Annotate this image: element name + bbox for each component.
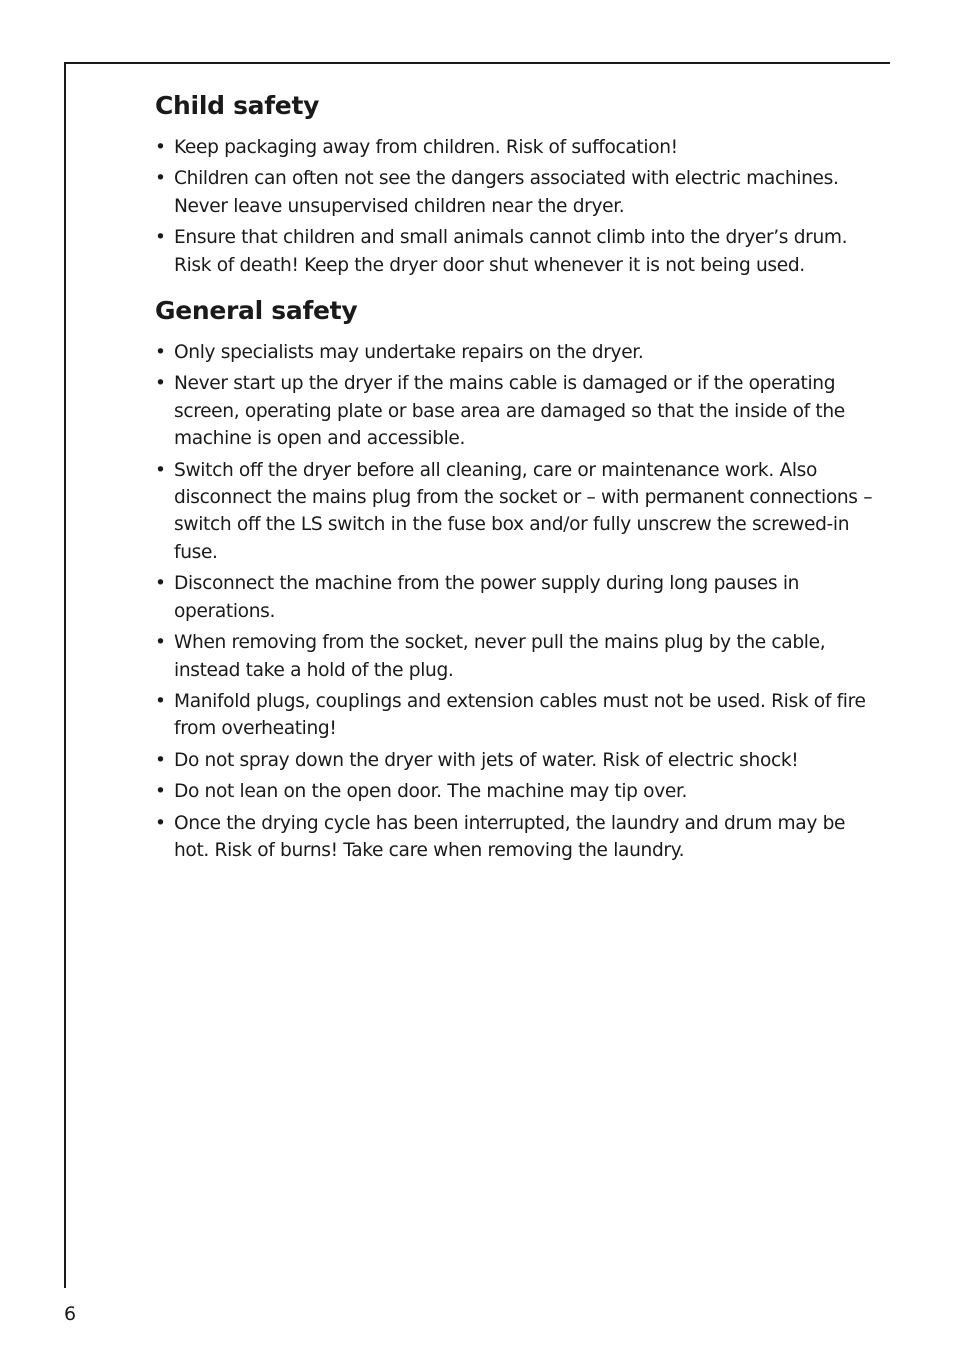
general-safety-heading: General safety bbox=[155, 296, 358, 326]
page-content bbox=[155, 88, 875, 868]
bullet-glyph: • bbox=[155, 168, 166, 190]
list-item-text: Do not lean on the open door. The machine may tip over. bbox=[174, 781, 688, 803]
bullet-glyph: • bbox=[155, 749, 166, 771]
left-border-rule bbox=[64, 62, 66, 1288]
list-item bbox=[155, 810, 875, 865]
list-item-text: Only specialists may undertake repairs on the dryer. bbox=[174, 342, 644, 364]
bullet-glyph: • bbox=[155, 812, 166, 834]
list-item-text: Disconnect the machine from the power supply during long pauses in operations. bbox=[174, 573, 800, 622]
list-item bbox=[155, 778, 875, 805]
list-item-text: Do not spray down the dryer with jets of water. Risk of electric shock! bbox=[174, 749, 799, 771]
list-item bbox=[155, 165, 875, 220]
bullet-glyph: • bbox=[155, 573, 166, 595]
top-border-rule bbox=[64, 62, 890, 64]
list-item-text: Ensure that children and small animals cannot climb into the dryer’s drum. Risk of death! Keep the dryer door shut whenever it is not being used. bbox=[174, 227, 848, 276]
list-item bbox=[155, 688, 875, 743]
bullet-glyph: • bbox=[155, 690, 166, 712]
list-item bbox=[155, 457, 875, 567]
list-item-text: Never start up the dryer if the mains cable is damaged or if the operating screen, operating plate or base area are damaged so that the inside of the machine is open and accessible. bbox=[174, 373, 845, 450]
list-item bbox=[155, 224, 875, 279]
page-number: 6 bbox=[64, 1303, 77, 1325]
bullet-glyph: • bbox=[155, 227, 166, 249]
list-item-text: Switch off the dryer before all cleaning, care or maintenance work. Also disconnect the mains plug from the socket or – with permanent connections – switch off the LS switch in the fuse box and/or fully unscrew the screwed-in fuse. bbox=[174, 459, 873, 563]
list-item-text: Children can often not see the dangers associated with electric machines. Never leave unsupervised children near the dryer. bbox=[174, 168, 839, 217]
list-item bbox=[155, 570, 875, 625]
bullet-glyph: • bbox=[155, 373, 166, 395]
list-item-text: Keep packaging away from children. Risk of suffocation! bbox=[174, 137, 678, 158]
list-item bbox=[155, 747, 875, 774]
bullet-glyph: • bbox=[155, 781, 166, 803]
list-item bbox=[155, 134, 875, 161]
general-safety-list bbox=[155, 339, 875, 864]
list-item bbox=[155, 370, 875, 452]
list-item-text: When removing from the socket, never pull the mains plug by the cable, instead take a hold of the plug. bbox=[174, 632, 826, 681]
bullet-glyph: • bbox=[155, 632, 166, 654]
list-item-text: Once the drying cycle has been interrupted, the laundry and drum may be hot. Risk of burns! Take care when removing the laundry. bbox=[174, 812, 846, 861]
bullet-glyph: • bbox=[155, 459, 166, 481]
bullet-glyph: • bbox=[155, 137, 166, 158]
child-safety-heading: Child safety bbox=[155, 91, 320, 120]
list-item-text: Manifold plugs, couplings and extension cables must not be used. Risk of fire from overheating! bbox=[174, 690, 866, 740]
child-safety-list bbox=[155, 134, 875, 279]
list-item bbox=[155, 629, 875, 684]
list-item bbox=[155, 339, 875, 366]
bullet-glyph: • bbox=[155, 342, 166, 364]
